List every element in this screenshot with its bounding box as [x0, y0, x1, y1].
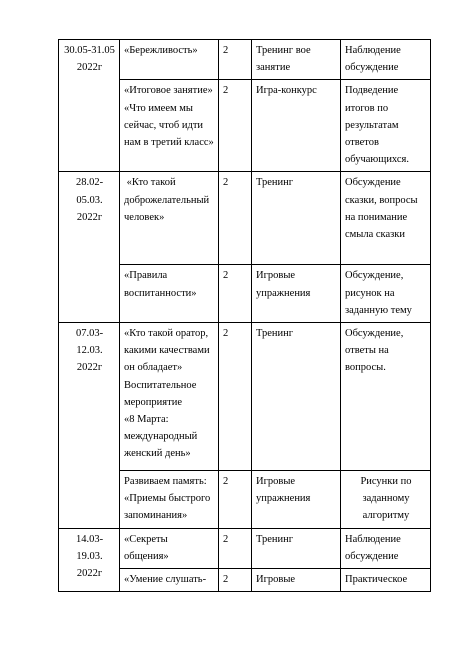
- outcome-cell: [341, 265, 431, 323]
- topic-cell: [120, 172, 219, 265]
- topic-cell-line: воспитанности»: [124, 287, 197, 299]
- form-cell: [252, 80, 341, 172]
- topic-cell-line: Воспитательное: [124, 379, 197, 391]
- table-row: [59, 323, 431, 471]
- topic-cell-line: человек»: [124, 211, 165, 223]
- outcome-cell: [341, 471, 431, 529]
- outcome-cell-line: ответы на: [345, 345, 389, 357]
- hours-cell: 2: [219, 172, 252, 265]
- hours-cell: 2: [219, 471, 252, 529]
- topic-cell-line: «Кто такой: [124, 177, 176, 189]
- hours-cell: 2: [219, 569, 252, 592]
- date-cell-line: 28.02-: [75, 177, 104, 189]
- outcome-cell-line: вопросы.: [345, 362, 386, 374]
- date-cell-line: 2022г: [76, 211, 103, 223]
- topic-cell-line: «8 Марта:: [124, 414, 169, 426]
- form-cell-line: Тренинг: [256, 328, 294, 340]
- outcome-cell-line: Обсуждение,: [345, 270, 404, 282]
- form-cell-line: Тренинг: [256, 533, 294, 545]
- outcome-cell: [341, 172, 431, 265]
- topic-cell-line: «Итоговое занятие»: [124, 85, 213, 97]
- form-cell-line: упражнения: [256, 493, 311, 505]
- table-body: [59, 40, 431, 592]
- topic-cell: [120, 40, 219, 80]
- hours-cell: 2: [219, 323, 252, 471]
- topic-cell-line: Развиваем память:: [124, 476, 207, 488]
- topic-cell-line: «Правила: [124, 270, 168, 282]
- topic-cell-line: нам в третий класс»: [124, 137, 214, 149]
- table-row: [59, 40, 431, 80]
- date-cell-line: 07.03-: [75, 328, 104, 340]
- topic-cell-line: запоминания»: [124, 510, 188, 522]
- topic-cell-line: мероприятие: [124, 396, 182, 408]
- form-cell: [252, 40, 341, 80]
- outcome-cell-line: сказки, вопросы: [345, 194, 418, 206]
- outcome-cell-line: обсуждение: [345, 550, 399, 562]
- outcome-cell-line: Наблюдение: [345, 45, 401, 56]
- date-cell-line: 05.03.: [76, 194, 103, 206]
- form-cell-line: Игра-конкурс: [256, 85, 317, 97]
- form-cell-line: Игровые: [256, 270, 296, 282]
- outcome-cell-line: обсуждение: [345, 62, 399, 74]
- outcome-cell: [341, 80, 431, 172]
- topic-cell: [120, 528, 219, 568]
- date-cell-line: 2022г: [76, 362, 103, 374]
- topic-cell-line: «Приемы быстрого: [124, 493, 211, 505]
- form-cell-line: Игровые: [256, 574, 296, 586]
- activity-plan-table: [58, 39, 431, 592]
- topic-cell: [120, 569, 219, 592]
- table-row: [59, 528, 431, 568]
- outcome-cell: [341, 528, 431, 568]
- topic-cell-line: «Умение слушать-: [124, 574, 207, 586]
- date-cell-line: 30.05-31.05: [64, 45, 115, 56]
- date-cell-line: 14.03-: [75, 533, 104, 545]
- topic-cell-line: «Бережливость»: [124, 45, 198, 56]
- form-cell-line: Тренинг вое: [256, 45, 311, 56]
- topic-cell-line: «Кто такой оратор,: [124, 328, 209, 340]
- table-row: [59, 172, 431, 265]
- hours-cell: 2: [219, 265, 252, 323]
- form-cell: [252, 323, 341, 471]
- date-cell: [59, 528, 120, 592]
- form-cell-line: Тренинг: [256, 177, 294, 189]
- outcome-cell-line: Наблюдение: [345, 533, 401, 545]
- outcome-cell: [341, 40, 431, 80]
- form-cell: [252, 172, 341, 265]
- date-cell-line: 12.03.: [76, 345, 103, 357]
- outcome-cell-line: заданную тему: [345, 304, 412, 316]
- outcome-cell-line: результатам: [345, 119, 399, 131]
- outcome-cell-line: итогов по: [345, 102, 389, 114]
- form-cell: [252, 471, 341, 529]
- form-cell: [252, 569, 341, 592]
- topic-cell-line: «Секреты: [124, 533, 168, 545]
- outcome-cell-line: обучающихся.: [345, 154, 409, 166]
- outcome-cell-line: ответов: [345, 137, 379, 149]
- outcome-cell: [341, 323, 431, 471]
- form-cell: [252, 528, 341, 568]
- form-cell-line: Игровые: [256, 476, 296, 488]
- date-cell-line: 2022г: [76, 62, 103, 74]
- topic-cell-line: женский день»: [124, 448, 191, 460]
- date-cell: [59, 40, 120, 172]
- hours-cell: 2: [219, 40, 252, 80]
- outcome-cell-line: Подведение: [345, 85, 399, 97]
- topic-cell-line: какими качествами: [124, 345, 210, 357]
- outcome-cell-line: Рисунки по: [360, 476, 412, 488]
- outcome-cell-line: заданному: [362, 493, 410, 505]
- topic-cell: [120, 471, 219, 529]
- form-cell-line: занятие: [256, 62, 291, 74]
- outcome-cell: [341, 569, 431, 592]
- date-cell-line: 19.03.: [76, 550, 103, 562]
- outcome-cell-line: алгоритму: [362, 510, 410, 522]
- date-cell: [59, 323, 120, 529]
- topic-cell-line: сейчас, чтоб идти: [124, 119, 204, 131]
- date-cell-line: 2022г: [76, 568, 103, 580]
- outcome-cell-line: Практическое: [345, 574, 408, 586]
- date-cell: [59, 172, 120, 323]
- outcome-cell-line: рисунок на: [345, 287, 395, 299]
- hours-cell: 2: [219, 80, 252, 172]
- outcome-cell-line: Обсуждение,: [345, 328, 404, 340]
- topic-cell-line: доброжелательный: [124, 194, 210, 206]
- outcome-cell-line: Обсуждение: [345, 177, 401, 189]
- topic-cell-line: он обладает»: [124, 362, 183, 374]
- outcome-cell-line: на понимание: [345, 211, 408, 223]
- topic-cell-line: общения»: [124, 550, 169, 562]
- form-cell: [252, 265, 341, 323]
- form-cell-line: упражнения: [256, 287, 311, 299]
- topic-cell-line: «Что имеем мы: [124, 102, 193, 114]
- outcome-cell-line: смыла сказки: [345, 229, 406, 241]
- topic-cell: [120, 265, 219, 323]
- topic-cell: [120, 323, 219, 471]
- hours-cell: 2: [219, 528, 252, 568]
- topic-cell-line: международный: [124, 431, 198, 443]
- topic-cell: [120, 80, 219, 172]
